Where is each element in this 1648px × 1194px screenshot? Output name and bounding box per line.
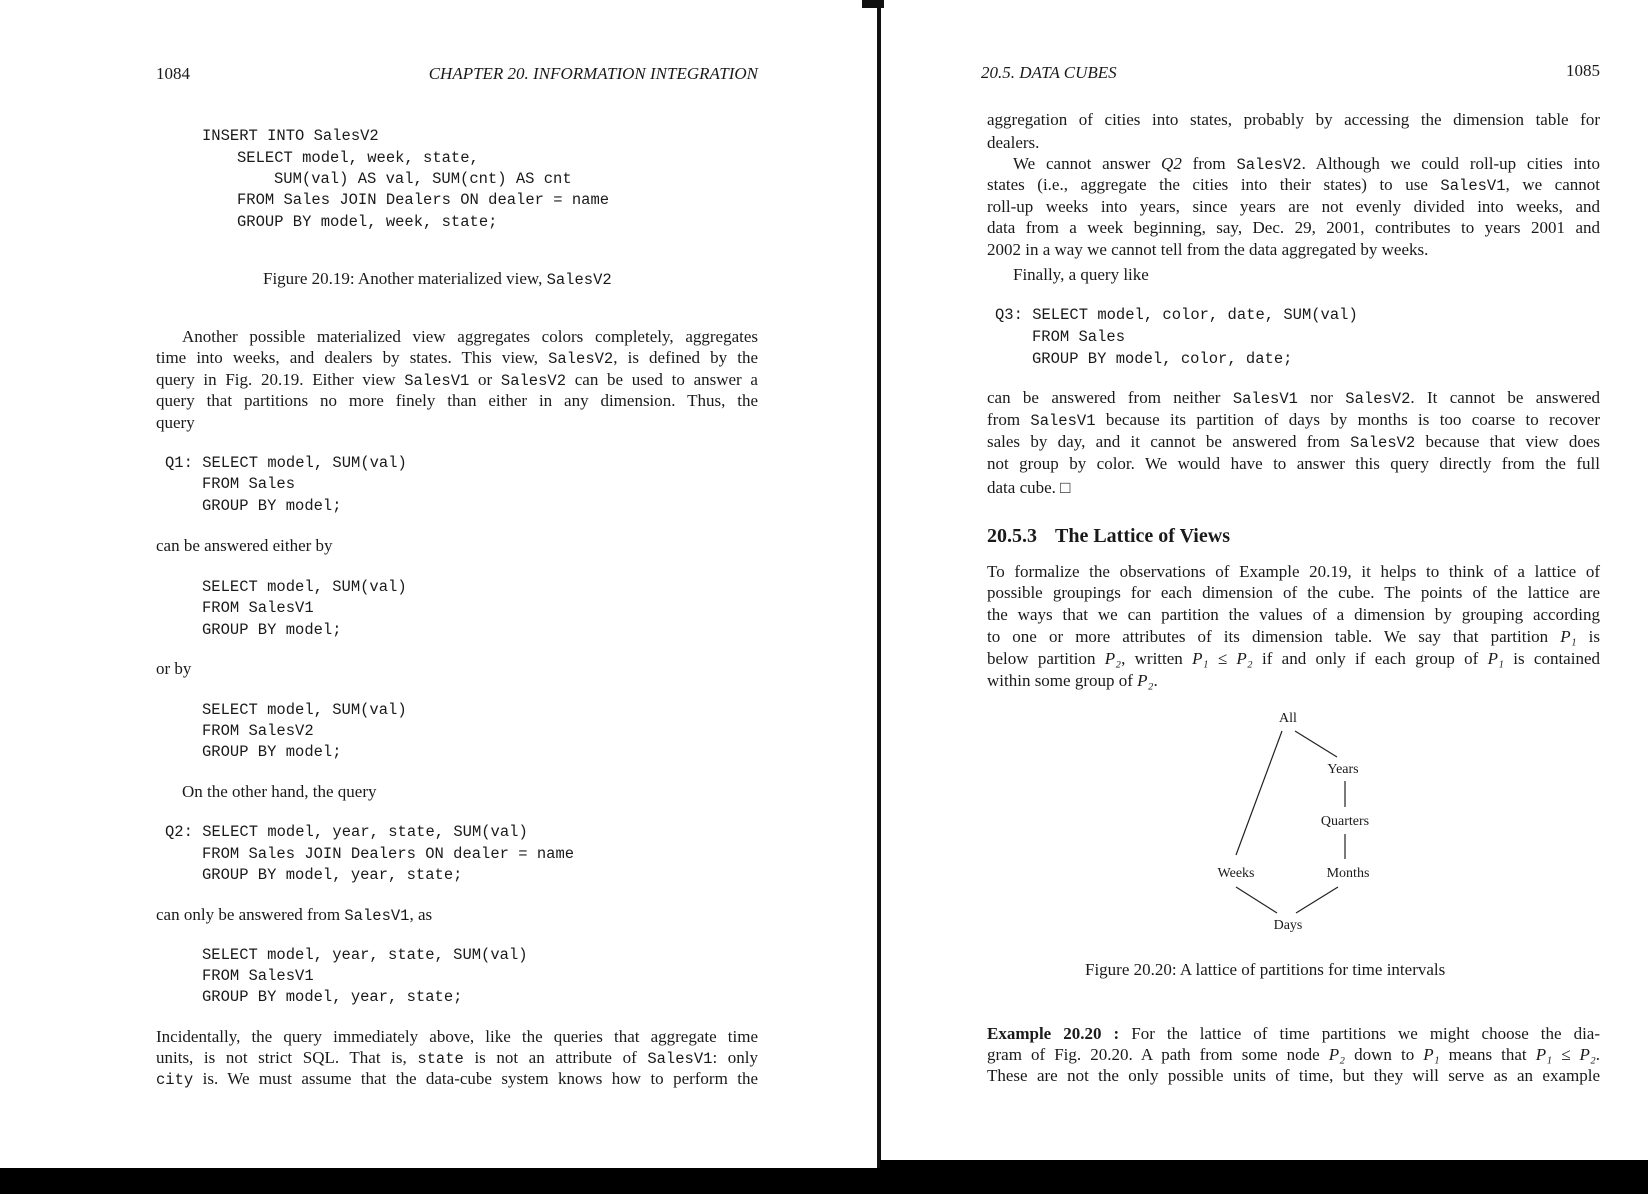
code-line: GROUP BY model; xyxy=(202,743,342,761)
text-line: can only be answered from SalesV1, as xyxy=(156,905,433,925)
code-line: FROM SalesV1 xyxy=(202,599,314,617)
paragraph-line: data from a week beginning, say, Dec. 29, 2001, contributes to years 2001 and xyxy=(987,218,1600,237)
paragraph-line: These are not the only possible units of time, but they will serve as an example xyxy=(987,1066,1600,1085)
edge-all-years xyxy=(1295,731,1337,757)
code-line: GROUP BY model; xyxy=(202,621,342,639)
paragraph-line: query that partitions no more finely than either in any dimension. Thus, the xyxy=(156,391,758,410)
paragraph-line: from SalesV1 because its partition of days by months is too coarse to recover xyxy=(987,410,1601,430)
code-line: SELECT model, year, state, SUM(val) xyxy=(202,946,528,964)
node-quarters: Quarters xyxy=(1320,814,1370,829)
paragraph-line: We cannot answer Q2 from SalesV2. Although we could roll-up cities into xyxy=(1013,154,1600,174)
text-line: On the other hand, the query xyxy=(182,782,377,801)
paragraph-line: time into weeks, and dealers by states. This view, SalesV2, is defined by the xyxy=(156,348,758,368)
paragraph-line: To formalize the observations of Example 20.19, it helps to think of a lattice of xyxy=(987,562,1600,581)
paragraph-line: to one or more attributes of its dimension table. We say that partition P₁ is xyxy=(987,627,1601,646)
code-line: FROM Sales xyxy=(202,475,296,493)
paragraph-line: Finally, a query like xyxy=(1013,265,1149,284)
paragraph-line: Incidentally, the query immediately above, like the queries that aggregate time xyxy=(156,1027,758,1046)
paragraph-line: Another possible materialized view aggregates colors completely, aggregates xyxy=(182,327,758,346)
paragraph-line: sales by day, and it cannot be answered from SalesV2 because that view does xyxy=(987,432,1600,452)
page-number: 1085 xyxy=(1566,61,1600,80)
paragraph-line: dealers. xyxy=(987,133,1040,152)
paragraph-line: query xyxy=(156,413,195,432)
paragraph-line: gram of Fig. 20.20. A path from some node P₂ down to P₁ means that P₁ ≤ P₂. xyxy=(987,1045,1601,1064)
figure-caption: Figure 20.20: A lattice of partitions for time intervals xyxy=(1085,960,1446,979)
running-head: 20.5. DATA CUBES xyxy=(981,63,1117,82)
code-line: SELECT model, week, state, xyxy=(237,149,479,167)
text-line: can be answered either by xyxy=(156,536,333,555)
paragraph-line: data cube. □ xyxy=(987,478,1071,497)
code-line: GROUP BY model, week, state; xyxy=(237,213,498,231)
paragraph-line: within some group of P₂. xyxy=(987,671,1158,690)
code-line: INSERT INTO SalesV2 xyxy=(202,127,379,145)
paragraph-line: the ways that we can partition the values of a dimension by grouping according xyxy=(987,605,1600,624)
paragraph-line: not group by color. We would have to answer this query directly from the full xyxy=(987,454,1600,473)
edge-weeks-days xyxy=(1236,887,1277,913)
code-line: FROM SalesV2 xyxy=(202,722,314,740)
code-line: SELECT model, SUM(val) xyxy=(202,578,407,596)
code-line: Q2: SELECT model, year, state, SUM(val) xyxy=(165,823,528,841)
code-line: SUM(val) AS val, SUM(cnt) AS cnt xyxy=(274,170,572,188)
running-head: CHAPTER 20. INFORMATION INTEGRATION xyxy=(428,64,758,83)
node-days: Days xyxy=(1273,918,1303,933)
paragraph-line: aggregation of cities into states, probably by accessing the dimension table for xyxy=(987,110,1600,129)
paragraph-line: query in Fig. 20.19. Either view SalesV1 or SalesV2 can be used to answer a xyxy=(156,370,758,390)
code-line: Q1: SELECT model, SUM(val) xyxy=(165,454,407,472)
paragraph-line: units, is not strict SQL. That is, state is not an attribute of SalesV1: only xyxy=(156,1048,758,1068)
code-line: FROM SalesV1 xyxy=(202,967,314,985)
code-line: GROUP BY model, year, state; xyxy=(202,866,463,884)
node-years: Years xyxy=(1327,762,1359,777)
code-line: FROM Sales JOIN Dealers ON dealer = name xyxy=(237,191,610,209)
code-line: FROM Sales xyxy=(1032,328,1126,346)
node-all: All xyxy=(1279,711,1297,726)
paragraph-line: possible groupings for each dimension of the cube. The points of the lattice are xyxy=(987,583,1600,602)
code-line: GROUP BY model; xyxy=(202,497,342,515)
code-line: GROUP BY model, color, date; xyxy=(1032,350,1293,368)
figure-caption: Figure 20.19: Another materialized view, SalesV2 xyxy=(263,269,612,289)
section-heading: 20.5.3 The Lattice of Views xyxy=(987,525,1230,547)
paragraph-line: city is. We must assume that the data-cube system knows how to perform the xyxy=(156,1069,758,1089)
paragraph-line: can be answered from neither SalesV1 nor SalesV2. It cannot be answered xyxy=(987,388,1600,408)
code-line: Q3: SELECT model, color, date, SUM(val) xyxy=(995,306,1358,324)
paragraph-line: roll-up weeks into years, since years are not evenly divided into weeks, and xyxy=(987,197,1600,216)
code-line: SELECT model, SUM(val) xyxy=(202,701,407,719)
paragraph-line: below partition P₂, written P₁ ≤ P₂ if and only if each group of P₁ is contained xyxy=(987,649,1600,668)
code-line: FROM Sales JOIN Dealers ON dealer = name xyxy=(202,845,575,863)
paragraph-line: 2002 in a way we cannot tell from the data aggregated by weeks. xyxy=(987,240,1429,259)
code-line: GROUP BY model, year, state; xyxy=(202,988,463,1006)
edge-all-weeks xyxy=(1236,731,1282,855)
paragraph-line: states (i.e., aggregate the cities into their states) to use SalesV1, we cannot xyxy=(987,175,1601,195)
page-number: 1084 xyxy=(156,64,190,83)
edge-months-days xyxy=(1296,887,1338,913)
node-months: Months xyxy=(1326,866,1370,881)
node-weeks: Weeks xyxy=(1217,866,1255,881)
paragraph-line: Example 20.20 : For the lattice of time partitions we might choose the dia- xyxy=(987,1024,1601,1043)
qed-symbol: □ xyxy=(1060,478,1071,497)
text-line: or by xyxy=(156,659,192,678)
